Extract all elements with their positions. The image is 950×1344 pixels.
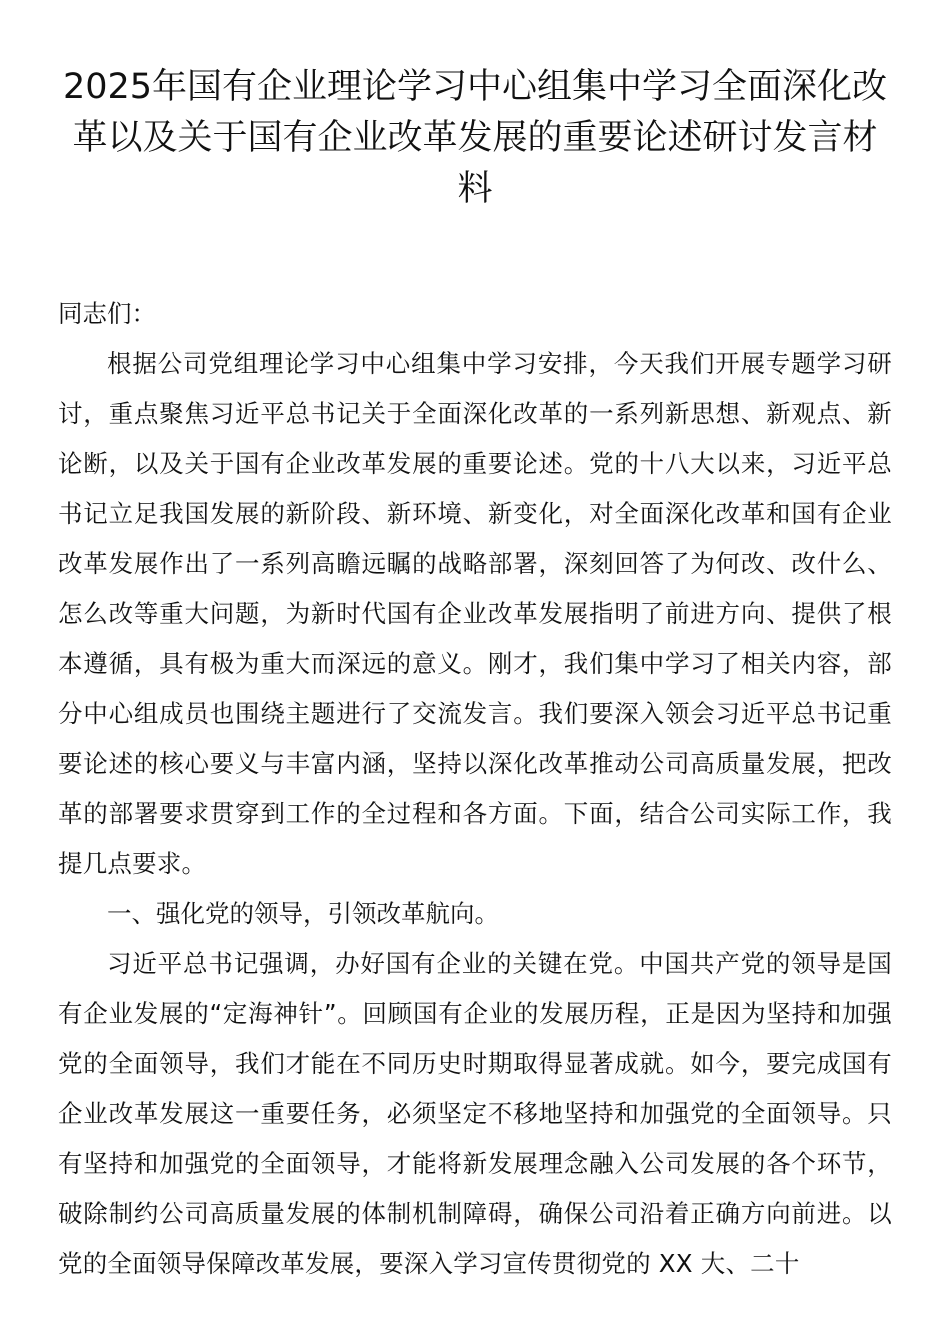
salutation: 同志们： (58, 299, 156, 328)
intro-paragraph: 根据公司党组理论学习中心组集中学习安排，今天我们开展专题学习研讨，重点聚焦习近平总书记关于全面深化改革的一系列新思想、新观点、新论断，以及关于国有企业改革发展的重要论述。党的十八大以来，习近平总书记立足我国发展的新阶段、新环境、新变化，对全面深化改革和国有企业改革发展作出了一系列高瞻远瞩的战略部署，深刻回答了为何改、改什么、怎么改等重大问题，为新时代国有企业改革发展指明了前进方向、提供了根本遵循，具有极为重大而深远的意义。刚才，我们集中学习了相关内容，部分中心组成员也围绕主题进行了交流发言。我们要深入领会习近平总书记重要论述的核心要义与丰富内涵，坚持以深化改革推动公司高质量发展，把改革的部署要求贯穿到工作的全过程和各方面。下面，结合公司实际工作，我提几点要求。 (58, 349, 892, 878)
section-heading: 一、强化党的领导，引领改革航向。 (107, 899, 499, 928)
section-paragraph: 习近平总书记强调，办好国有企业的关键在党。中国共产党的领导是国有企业发展的“定海神针”。回顾国有企业的发展历程，正是因为坚持和加强党的全面领导，我们才能在不同历史时期取得显著成就。如今，要完成国有企业改革发展这一重要任务，必须坚定不移地坚持和加强党的全面领导。只有坚持和加强党的全面领导，才能将新发展理念融入公司发展的各个环节，破除制约公司高质量发展的体制机制障碍，确保公司沿着正确方向前进。以党的全面领导保障改革发展，要深入学习宣传贯彻党的 XX 大、二十 (58, 949, 892, 1278)
document-title: 2025年国有企业理论学习中心组集中学习全面深化改革以及关于国有企业改革发展的重要论述研讨发言材料 (62, 67, 888, 209)
